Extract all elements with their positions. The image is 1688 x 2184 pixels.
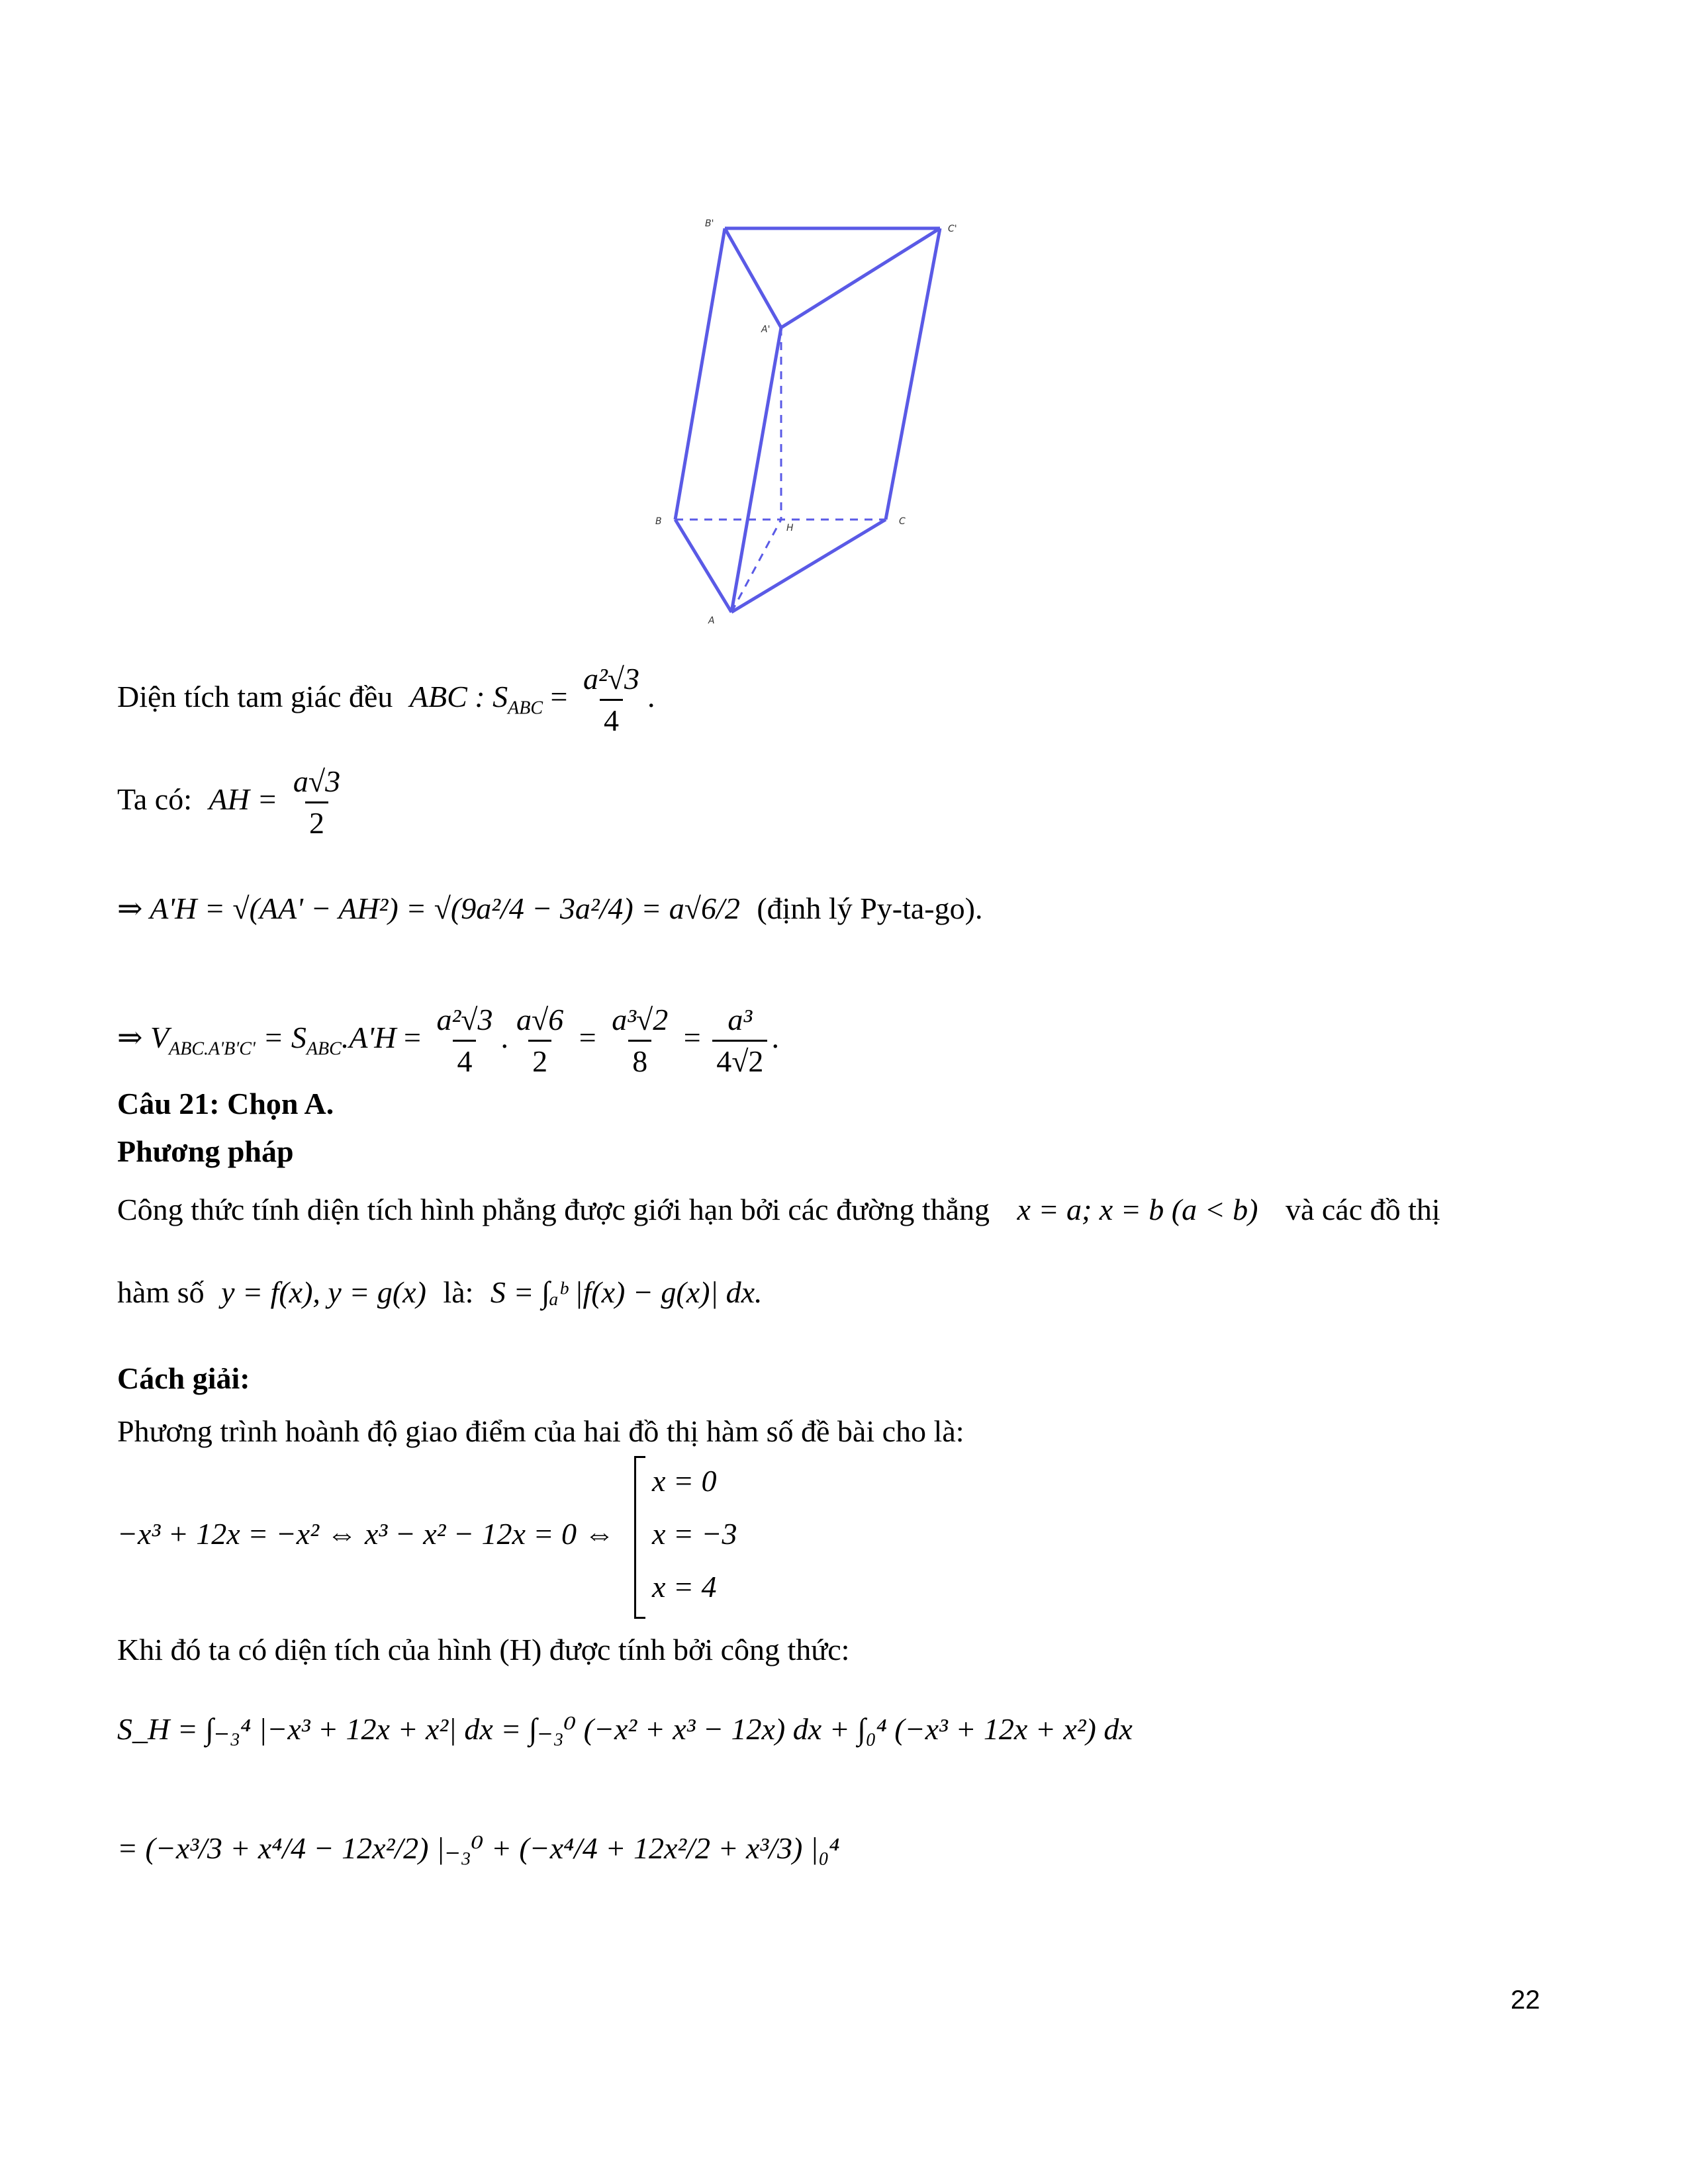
intersect-text: Phương trình hoành độ giao điểm của hai đồ thị hàm số đề bài cho là:: [117, 1414, 964, 1448]
area-label: Diện tích tam giác đều: [117, 680, 393, 714]
area-num: a²√3: [583, 662, 639, 696]
formula-line-2: [117, 1274, 763, 1311]
label-c-prime: C': [948, 224, 957, 234]
label-a-prime: A': [761, 324, 771, 335]
sh-expr: S_H = ∫₋₃⁴ |−x³ + 12x + x²| dx = ∫₋₃⁰ (−x² + x³ − 12x) dx + ∫₀⁴ (−x³ + 12x + x²) dx: [117, 1712, 1133, 1746]
volume-line: ⇒ $V_{ABC.A'B'C'} = S_{ABC}.A'H$ = $\frac{\text{a²√3}}{4}$ . $\frac{a√6}{2}$ = $\frac{\text{a³√2}}{8}$ = $\frac{\text{a³}}{4√2}$ .: [117, 1003, 779, 1078]
ah-den: 2: [305, 801, 328, 841]
formula-text-2: và các đồ thị: [1285, 1193, 1440, 1226]
ah-line: [117, 764, 348, 841]
eq-main: −x³ + 12x = −x² ⇔ x³ − x² − 12x = 0 ⇔: [117, 1517, 615, 1551]
formula-line-1: [117, 1191, 1440, 1228]
eval-expr: = (−x³/3 + x⁴/4 − 12x²/2) |₋₃⁰ + (−x⁴/4 + 12x²/2 + x³/3) |₀⁴: [117, 1831, 840, 1865]
area-h-text: Khi đó ta có diện tích của hình (H) được tính bởi công thức:: [117, 1633, 850, 1666]
prism-figure: [622, 212, 966, 635]
volume-sub: ABC.A'B'C': [169, 1038, 256, 1060]
ah-num: a√3: [293, 764, 341, 798]
method-heading: Phương pháp: [117, 1134, 294, 1168]
label-h: H: [786, 523, 794, 533]
label-c: C: [899, 516, 906, 527]
label-b-prime: B': [705, 218, 714, 229]
ap-h-line: [117, 890, 982, 927]
formula-cond: x = a; x = b (a < b): [1017, 1193, 1258, 1226]
formula-text-1: Công thức tính diện tích hình phẳng được giới hạn bởi các đường thẳng: [117, 1193, 990, 1226]
area-den: 4: [600, 699, 623, 738]
area-sub: ABC: [508, 698, 543, 719]
question-21-heading: Câu 21: Chọn A.: [117, 1087, 334, 1120]
label-b: B: [655, 516, 662, 527]
roots-bracket: [634, 1456, 645, 1619]
taco-label: Ta có:: [117, 782, 193, 817]
volume-v: ⇒ V: [117, 1021, 169, 1055]
label-a: A: [708, 615, 715, 626]
root-3: x = 4: [652, 1570, 717, 1604]
volume-tail: .A'H: [341, 1021, 397, 1055]
pytago-note: (định lý Py-ta-go).: [757, 891, 983, 925]
formula-integral: S = ∫ₐᵇ |f(x) − g(x)| dx.: [490, 1275, 763, 1309]
formula-text-4: là:: [443, 1275, 474, 1309]
root-2: x = −3: [652, 1517, 737, 1551]
ap-h-expr: ⇒ A'H = √(AA' − AH²) = √(9a²/4 − 3a²/4) = a√6/2: [117, 891, 740, 925]
ah-lhs: AH =: [209, 782, 278, 817]
formula-funcs: y = f(x), y = g(x): [221, 1275, 426, 1309]
ah-fraction: [289, 764, 344, 841]
area-fraction: [579, 662, 643, 738]
page-number: 22: [1511, 1985, 1540, 2015]
volume-eq: = S: [263, 1021, 306, 1055]
area-lhs: ABC : S: [409, 680, 508, 714]
area-line: Diện tích tam giác đều ABC : $S_{ABC}$ = $\frac{\text{a²√3}}{4}$ .: [117, 662, 655, 737]
volume-sub2: ABC: [306, 1038, 342, 1060]
formula-text-3: hàm số: [117, 1275, 205, 1309]
root-1: x = 0: [652, 1464, 717, 1498]
solution-heading: Cách giải:: [117, 1361, 250, 1395]
